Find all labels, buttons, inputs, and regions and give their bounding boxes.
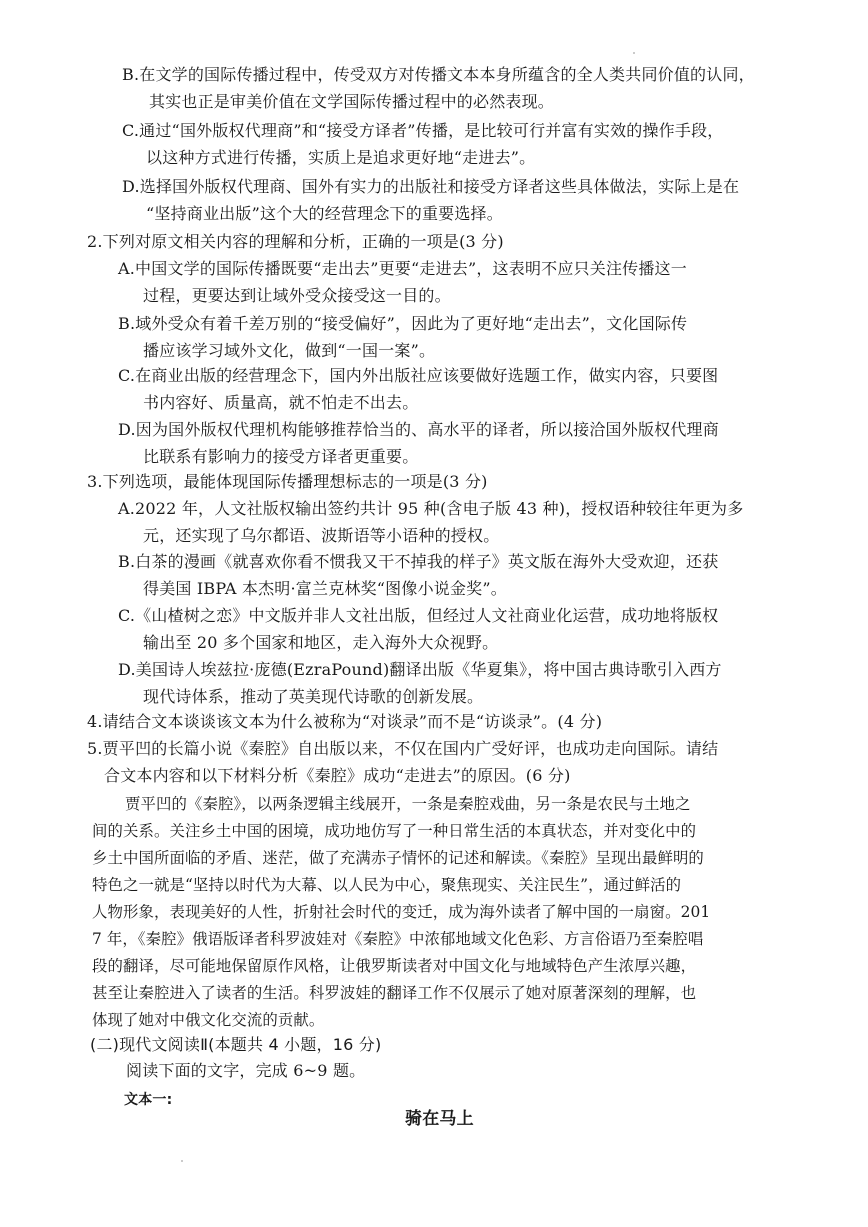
section2-heading: (二)现代文阅读Ⅱ(本题共 4 小题，16 分) bbox=[90, 1035, 382, 1054]
q5-material-line5: 人物形象，表现美好的人性，折射社会时代的变迁，成为海外读者了解中国的一扇窗。201 bbox=[92, 903, 711, 921]
q3-option-b-line1: B.白茶的漫画《就喜欢你看不惯我又干不掉我的样子》英文版在海外大受欢迎，还获 bbox=[118, 552, 719, 571]
q2-option-c-line1: C.在商业出版的经营理念下，国内外出版社应该要做好选题工作，做实内容，只要图 bbox=[118, 366, 719, 385]
q2-option-a-line1: A.中国文学的国际传播既要“走出去”更要“走进去”，这表明不应只关注传播这一 bbox=[118, 259, 687, 278]
q3-stem: 3.下列选项，最能体现国际传播理想标志的一项是(3 分) bbox=[87, 472, 488, 491]
q5-material-line8: 甚至让秦腔进入了读者的生活。科罗波娃的翻译工作不仅展示了她对原著深刻的理解，也 bbox=[92, 984, 697, 1002]
q3-option-d-line1: D.美国诗人埃兹拉·庞德(EzraPound)翻译出版《华夏集》，将中国古典诗歌引入西方 bbox=[118, 660, 722, 679]
q3-option-b-line2: 得美国 IBPA 本杰明·富兰克林奖“图像小说金奖”。 bbox=[143, 579, 507, 598]
q2-stem: 2.下列对原文相关内容的理解和分析，正确的一项是(3 分) bbox=[87, 232, 504, 251]
q3-option-c-line2: 输出至 20 多个国家和地区，走入海外大众视野。 bbox=[143, 633, 499, 652]
q1-option-d-line2: “坚持商业出版”这个大的经营理念下的重要选择。 bbox=[146, 204, 503, 223]
text-one-label: 文本一: bbox=[124, 1092, 173, 1108]
q5-material-line3: 乡土中国所面临的矛盾、迷茫，做了充满赤子情怀的记述和解读。《秦腔》呈现出最鲜明的 bbox=[92, 849, 704, 867]
q2-option-d-line2: 比联系有影响力的接受方译者更重要。 bbox=[143, 447, 419, 466]
q1-option-c-line1: C.通过“国外版权代理商”和“接受方译者”传播，是比较可行并富有实效的操作手段， bbox=[122, 121, 724, 140]
q1-option-c-line2: 以这种方式进行传播，实质上是追求更好地“走进去”。 bbox=[146, 148, 536, 167]
q4-stem: 4.请结合文本谈谈该文本为什么被称为“对谈录”而不是“访谈录”。(4 分) bbox=[87, 712, 603, 731]
scan-speck bbox=[181, 1160, 183, 1162]
q3-option-c-line1: C.《山楂树之恋》中文版并非人文社出版，但经过人文社商业化运营，成功地将版权 bbox=[118, 606, 719, 625]
q5-material-line7: 段的翻译，尽可能地保留原作风格，让俄罗斯读者对中国文化与地域特色产生浓厚兴趣， bbox=[92, 957, 697, 975]
q1-option-b-line1: B.在文学的国际传播过程中，传受双方对传播文本本身所蕴含的全人类共同价值的认同， bbox=[122, 65, 755, 84]
q1-option-b-line2: 其实也正是审美价值在文学国际传播过程中的必然表现。 bbox=[149, 92, 555, 111]
q3-option-d-line2: 现代诗体系，推动了英美现代诗歌的创新发展。 bbox=[143, 687, 484, 706]
q5-stem-line2: 合文本内容和以下材料分析《秦腔》成功“走进去”的原因。(6 分) bbox=[104, 766, 571, 785]
q1-option-d-line1: D.选择国外版权代理商、国外有实力的出版社和接受方译者这些具体做法，实际上是在 bbox=[122, 177, 740, 196]
q2-option-a-line2: 过程，更要达到让域外受众接受这一目的。 bbox=[143, 286, 451, 305]
scan-speck bbox=[633, 52, 635, 54]
q5-stem-line1: 5.贾平凹的长篇小说《秦腔》自出版以来，不仅在国内广受好评，也成功走向国际。请结 bbox=[87, 739, 719, 758]
q5-material-line1: 贾平凹的《秦腔》，以两条逻辑主线展开，一条是秦腔戏曲，另一条是农民与土地之 bbox=[125, 795, 691, 813]
q5-material-line6: 7 年，《秦腔》俄语版译者科罗波娃对《秦腔》中浓郁地域文化色彩、方言俗语乃至秦腔唱 bbox=[92, 930, 704, 948]
q2-option-c-line2: 书内容好、质量高，就不怕走不出去。 bbox=[143, 393, 419, 412]
q5-material-line4: 特色之一就是“坚持以时代为大幕、以人民为中心，聚焦现实、关注民生”，通过鲜活的 bbox=[92, 876, 682, 894]
q2-option-b-line2: 播应该学习域外文化，做到“一国一案”。 bbox=[143, 341, 436, 360]
q3-option-a-line2: 元，还实现了乌尔都语、波斯语等小语种的授权。 bbox=[143, 526, 500, 545]
q5-material-line2: 间的关系。关注乡土中国的困境，成功地仿写了一种日常生活的本真状态，并对变化中的 bbox=[92, 822, 697, 840]
section2-instruction: 阅读下面的文字，完成 6~9 题。 bbox=[126, 1061, 366, 1080]
story-title: 骑在马上 bbox=[405, 1109, 474, 1129]
q5-material-line9: 体现了她对中俄文化交流的贡献。 bbox=[92, 1011, 325, 1029]
q2-option-d-line1: D.因为国外版权代理机构能够推荐恰当的、高水平的译者，所以接洽国外版权代理商 bbox=[118, 420, 719, 439]
q2-option-b-line1: B.域外受众有着千差万别的“接受偏好”，因此为了更好地“走出去”，文化国际传 bbox=[118, 314, 688, 333]
q3-option-a-line1: A.2022 年，人文社版权输出签约共计 95 种(含电子版 43 种)，授权语种较往年更为多 bbox=[118, 499, 744, 518]
